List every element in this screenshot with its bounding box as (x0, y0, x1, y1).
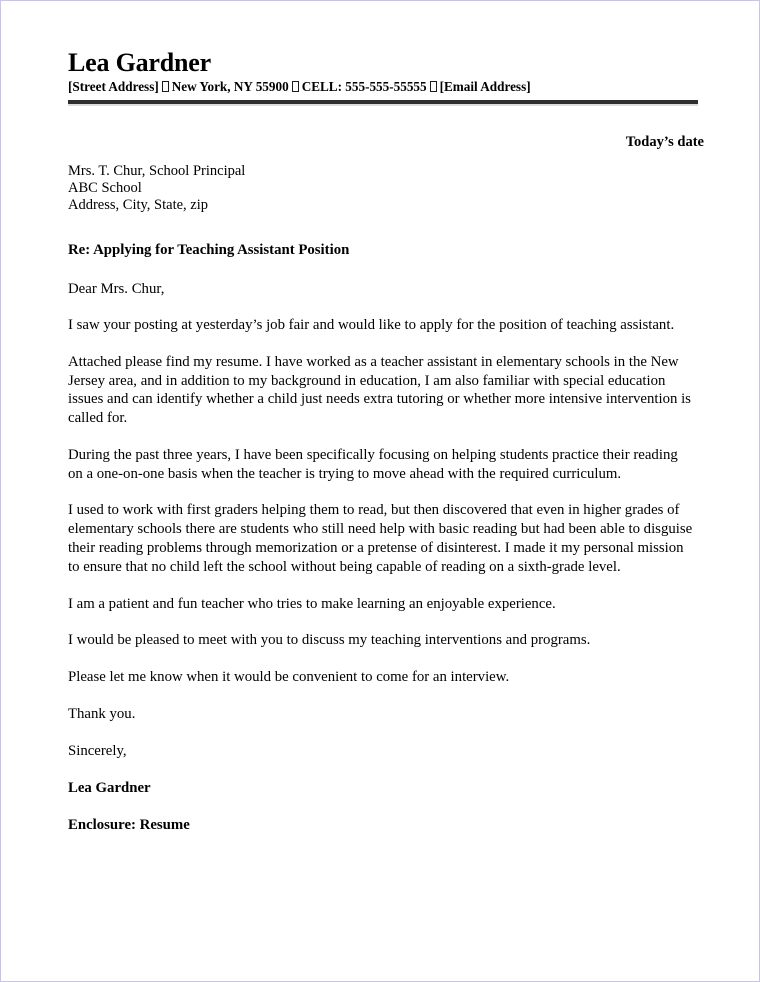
street-address-text: [Street Address] (68, 79, 159, 95)
salutation: Dear Mrs. Chur, (68, 280, 165, 297)
recipient-line: ABC School (68, 179, 142, 196)
sender-name-heading: Lea Gardner (68, 48, 211, 77)
city-state-zip-text: New York, NY 55900 (171, 79, 289, 95)
body-paragraph: I am a patient and fun teacher who tries to make learning an enjoyable experience. (68, 595, 556, 612)
body-paragraph: Attached please find my resume. I have worked as a teacher assistant in elementary schools in the New Jersey area, and in addition to my background in education, I am also familiar with special education issues and can identify whether a child just needs extra tutoring or whether more intensive intervention is called for. (68, 353, 691, 427)
enclosure-note: Enclosure: Resume (68, 816, 190, 833)
subject-line: Re: Applying for Teaching Assistant Position (68, 241, 350, 258)
recipient-address-block (68, 151, 705, 214)
body-paragraph: I would be pleased to meet with you to discuss my teaching interventions and programs. (68, 632, 591, 649)
body-paragraph: During the past three years, I have been specifically focusing on helping students practice their reading on a one-on-one basis when the teacher is trying to move ahead with the required curriculum. (68, 446, 678, 482)
body-paragraph: Please let me know when it would be convenient to come for an interview. (68, 669, 510, 686)
body-paragraph: I saw your posting at yesterday’s job fair and would like to apply for the position of teaching assistant. (68, 316, 675, 333)
recipient-line: Address, City, State, zip (68, 196, 209, 213)
recipient-line: Mrs. T. Chur, School Principal (68, 162, 246, 179)
letter-date: Today’s date (625, 133, 704, 150)
letter-body-area (68, 1, 705, 834)
body-paragraph: I used to work with first graders helping them to read, but then discovered that even in higher grades of elementary schools there are students who still need help with basic reading but had been able to disguise their reading problems through memorization or a pretense of disinterest. I made it my personal mission to ensure that no child left the school without being capable of reading on a sixth-grade level. (68, 502, 693, 575)
email-address-text: [Email Address] (439, 79, 531, 95)
separator-box-icon (162, 81, 169, 92)
letterhead (68, 1, 705, 104)
valediction: Sincerely, (68, 742, 127, 759)
separator-box-icon (292, 81, 299, 92)
cell-phone-text: CELL: 555-555-55555 (301, 79, 427, 95)
separator-box-icon (430, 81, 437, 92)
signature-name: Lea Gardner (68, 779, 151, 796)
body-paragraph: Thank you. (68, 705, 136, 722)
contact-info-line (68, 79, 705, 99)
